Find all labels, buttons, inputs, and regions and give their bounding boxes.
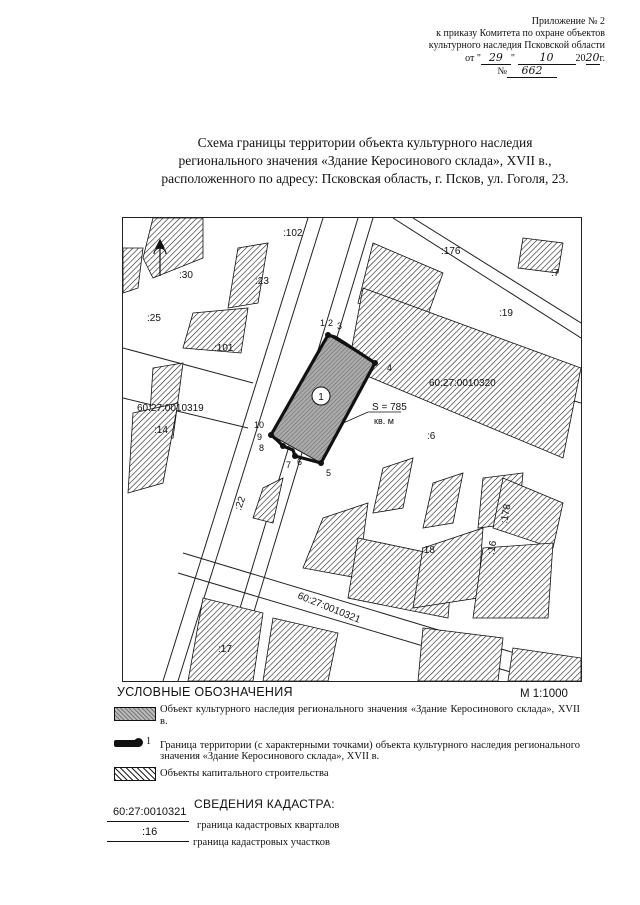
cadastre-parcel-text: граница кадастровых участков xyxy=(193,837,330,848)
legend-boundary-dot xyxy=(134,738,143,747)
legend-boundary-marker: 1 xyxy=(146,736,151,747)
parcel-label: :23 xyxy=(255,276,269,287)
point-label: 5 xyxy=(326,468,332,478)
parcel-label: :22 xyxy=(233,495,249,513)
committee-label: культурного наследия Псковской области xyxy=(428,40,605,51)
legend-title: УСЛОВНЫЕ ОБОЗНАЧЕНИЯ xyxy=(117,685,293,699)
legend-heritage-text: Объект культурного наследия регионального значения «Здание Керосинового склада», XVII в. xyxy=(160,704,580,727)
order-date-month: 10 xyxy=(518,52,576,65)
order-number: № 662 xyxy=(400,65,605,78)
page-title: Схема границы территории объекта культурного наследия регионального значения «Здание Керосинового склада», XVII в., расположенного по адресу: Псковская область, г. Псков, ул. Гоголя, 23. xyxy=(161,135,569,186)
order-label: к приказу Комитета по охране объектов xyxy=(436,28,605,39)
point-label: 10 xyxy=(254,420,265,430)
parcel-label: :25 xyxy=(147,313,161,324)
parcel-label: :178 xyxy=(499,503,514,525)
point-label: 9 xyxy=(257,432,263,442)
cadastral-map xyxy=(122,217,582,682)
parcel-label: :101 xyxy=(214,343,234,354)
cadastre-quarter-line xyxy=(107,821,189,822)
legend-boundary-text: Граница территории (с характерными точками) объекта культурного наследия регионального значения «Здание Керосинового склада», XVII в. xyxy=(160,740,580,762)
order-number-value: 662 xyxy=(507,65,557,78)
point-label: 7 xyxy=(286,460,292,470)
area-label: S = 785 xyxy=(372,402,407,413)
point-label: 4 xyxy=(387,363,393,373)
map-scale: М 1:1000 xyxy=(520,688,568,700)
cadastre-parcel-line xyxy=(107,841,189,842)
parcel-label: :102 xyxy=(283,228,303,239)
point-label: 2 xyxy=(328,318,334,328)
parcel-label: :18 xyxy=(421,545,435,556)
svg-text:1: 1 xyxy=(318,392,324,403)
legend-buildings-symbol xyxy=(114,767,156,781)
object-number-marker xyxy=(312,387,330,405)
point-label: 3 xyxy=(337,321,343,331)
cadastre-title: СВЕДЕНИЯ КАДАСТРА: xyxy=(194,797,335,811)
area-unit: кв. м xyxy=(374,416,394,426)
cadastre-quarter-text: граница кадастровых кварталов xyxy=(197,820,340,831)
parcel-label: :17 xyxy=(218,644,232,655)
parcel-label: :19 xyxy=(499,308,513,319)
parcel-label: :30 xyxy=(179,270,193,281)
cadastre-quarter-code: 60:27:0010321 xyxy=(113,806,187,818)
order-date-day: 29 xyxy=(481,52,511,65)
parcel-label: :16 xyxy=(485,539,500,556)
quarter-label: 60:27:0010319 xyxy=(137,403,204,414)
document-header xyxy=(400,16,605,78)
parcel-label: :176 xyxy=(441,246,461,257)
point-label: 6 xyxy=(297,457,303,467)
legend-heritage-symbol xyxy=(114,707,156,721)
point-label: 8 xyxy=(259,443,265,453)
parcel-label: :6 xyxy=(427,431,436,442)
cadastre-parcel-code: :16 xyxy=(142,826,158,838)
order-date: от " 29 " 10 2020г. xyxy=(465,51,605,64)
parcel-label: :14 xyxy=(154,425,168,436)
parcel-label: :7 xyxy=(551,268,560,279)
quarter-label: 60:27:0010321 xyxy=(295,590,362,626)
legend-buildings-text: Объекты капитального строительства xyxy=(160,768,329,779)
point-label: 1 xyxy=(320,318,326,328)
quarter-label: 60:27:0010320 xyxy=(429,378,496,389)
appendix-label: Приложение № 2 xyxy=(531,16,605,27)
order-date-year: 20 xyxy=(585,51,600,64)
